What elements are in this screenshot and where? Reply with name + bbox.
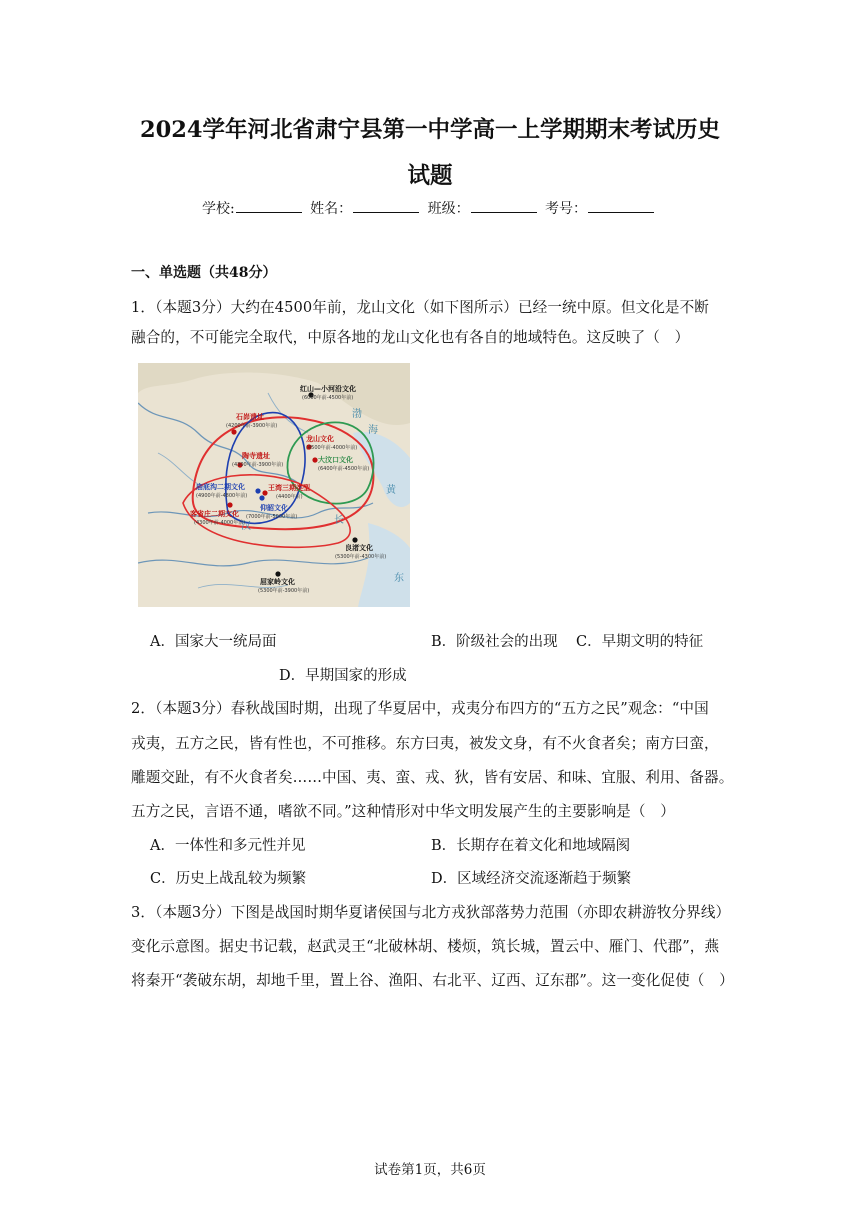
question3-line2: 变化示意图。据史书记载，赵武灵王“北破林胡、楼烦，筑长城，置云中、雁门、代郡”，燕 bbox=[131, 938, 720, 955]
question3-line1: 3．（本题3分）下图是战国时期华夏诸侯国与北方戎狄部落势力范围（亦即农耕游牧分界线） bbox=[131, 904, 731, 921]
map-date-longshan: (4500年前-4000年前) bbox=[306, 445, 358, 451]
map-label-yangshao: 仰韶文化 bbox=[260, 504, 288, 512]
map-river-chang: 长 bbox=[334, 515, 344, 526]
map-label-dawenkou: 大汶口文化 bbox=[318, 456, 353, 464]
map-date-hongshan: (6000年前-4500年前) bbox=[302, 395, 354, 401]
map-date-shimao: (4200年前-3900年前) bbox=[226, 423, 278, 429]
map-label-shimao: 石峁遗址 bbox=[236, 413, 264, 421]
map-label-kexingzhuang: 客省庄二期文化 bbox=[190, 510, 239, 518]
map-label-liangzhu: 良渚文化 bbox=[345, 544, 373, 552]
question1-line1: 1．（本题3分）大约在4500年前，龙山文化（如下图所示）已经一统中原。但文化是不断 bbox=[131, 299, 709, 316]
map-label-qujialing: 屈家岭文化 bbox=[260, 578, 295, 586]
school-label: 学校: bbox=[201, 201, 235, 217]
question2-line3: 雕题交趾，有不火食者矣……中国、夷、蛮、戎、狄，皆有安居、和味、宜服、利用、备器。 bbox=[131, 769, 734, 786]
q1-option-b[interactable]: B．阶级社会的出现 bbox=[431, 634, 558, 650]
map-date-dawenkou: (6400年前-4500年前) bbox=[318, 466, 370, 472]
map-label-longshan: 龙山文化 bbox=[306, 435, 334, 443]
q2-option-d[interactable]: D．区域经济交流逐渐趋于频繁 bbox=[431, 871, 632, 887]
q1-option-a[interactable]: A．国家大一统局面 bbox=[150, 634, 277, 650]
section-heading: 一、单选题（共48分） bbox=[131, 265, 277, 281]
map-date-miaodigou: (4900年前-4800年前) bbox=[196, 493, 248, 499]
question1-line2: 融合的，不可能完全取代，中原各地的龙山文化也有各自的地域特色。这反映了（ ） bbox=[131, 329, 690, 346]
page-footer: 试卷第1页，共6页 bbox=[374, 1162, 486, 1178]
map-date-liangzhu: (5300年前-4300年前) bbox=[335, 554, 387, 560]
longshan-culture-map bbox=[138, 363, 410, 607]
map-date-qujialing: (5300年前-3900年前) bbox=[258, 588, 310, 594]
q2-option-c[interactable]: C．历史上战乱较为频繁 bbox=[150, 871, 307, 887]
map-label-taosi: 陶寺遗址 bbox=[242, 452, 270, 460]
question2-line1: 2．（本题3分）春秋战国时期，出现了华夏居中，戎夷分布四方的“五方之民”观念：“中国 bbox=[131, 700, 709, 717]
exam-number-label: 考号： bbox=[545, 201, 588, 217]
exam-title-line1: 2024学年河北省肃宁县第一中学高一上学期期末考试历史 bbox=[139, 117, 721, 143]
map-date-taosi: (4300年前-3900年前) bbox=[232, 462, 284, 468]
student-info-line bbox=[0, 198, 860, 218]
map-label-miaodigou: 庙底沟二期文化 bbox=[196, 483, 245, 491]
q1-option-d[interactable]: D．早期国家的形成 bbox=[279, 668, 407, 684]
map-river-han: 汉 bbox=[241, 521, 251, 532]
map-sea-huang: 黄 bbox=[386, 485, 396, 496]
map-sea-dong: 东 bbox=[394, 573, 404, 584]
map-sea-hai: 海 bbox=[368, 425, 378, 436]
question2-line4: 五方之民，言语不通，嗜欲不同。”这种情形对中华文明发展产生的主要影响是（ ） bbox=[131, 803, 675, 820]
map-date-yangshao: (7000年前-5000年前) bbox=[246, 514, 298, 520]
q2-option-b[interactable]: B．长期存在着文化和地域隔阂 bbox=[431, 838, 631, 854]
school-blank[interactable] bbox=[236, 200, 302, 213]
exam-number-blank[interactable] bbox=[588, 200, 654, 213]
map-label-hongshan: 红山—小河沿文化 bbox=[300, 385, 356, 393]
class-label: 班级： bbox=[427, 201, 470, 217]
name-label: 姓名： bbox=[310, 201, 353, 217]
exam-title-line2: 试题 bbox=[407, 163, 453, 189]
map-sea-bo: 渤 bbox=[352, 409, 362, 420]
question2-line2: 戎夷，五方之民，皆有性也，不可推移。东方曰夷，被发文身，有不火食者矣；南方曰蛮， bbox=[131, 735, 719, 752]
map-label-wangwan: 王湾三期类型 bbox=[268, 484, 310, 492]
map-date-wangwan: (4400年前) bbox=[276, 494, 303, 500]
q1-option-c[interactable]: C．早期文明的特征 bbox=[576, 634, 704, 650]
q2-option-a[interactable]: A．一体性和多元性并见 bbox=[150, 838, 306, 854]
map-date-kexingzhuang: (4300年前-4000年前) bbox=[194, 520, 246, 526]
question3-line3: 将秦开“袭破东胡，却地千里，置上谷、渔阳、右北平、辽西、辽东郡”。这一变化促使（ ） bbox=[131, 972, 734, 989]
name-blank[interactable] bbox=[353, 200, 419, 213]
class-blank[interactable] bbox=[471, 200, 537, 213]
